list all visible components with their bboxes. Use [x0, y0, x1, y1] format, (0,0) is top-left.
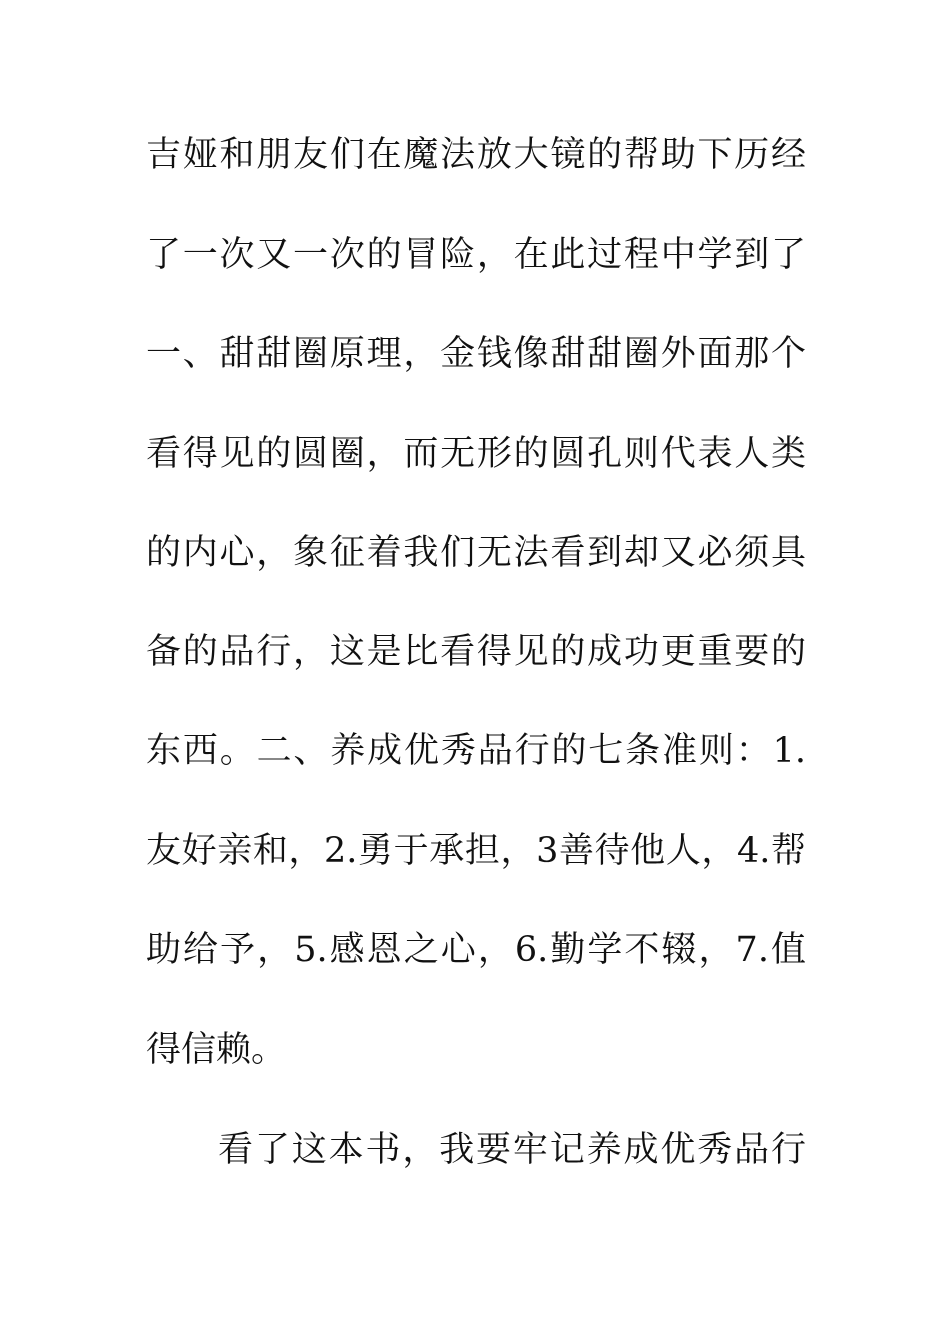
text-line: 看了这本书，我要牢记养成优秀品行	[218, 1130, 806, 1170]
text-line: 了一次又一次的冒险，在此过程中学到了	[146, 235, 806, 275]
text-line: 的内心，象征着我们无法看到却又必须具	[146, 533, 806, 573]
text-line: 友好亲和，2.勇于承担，3善待他人，4.帮	[146, 831, 806, 871]
text-line: 助给予，5.感恩之心，6.勤学不辍，7.值	[146, 930, 806, 970]
text-line: 一、甜甜圈原理，金钱像甜甜圈外面那个	[146, 334, 806, 374]
text-line: 东西。二、养成优秀品行的七条准则：1.	[146, 731, 806, 771]
text-line: 吉娅和朋友们在魔法放大镜的帮助下历经	[146, 135, 806, 175]
text-line: 得信赖。	[146, 1030, 287, 1070]
text-line: 备的品行，这是比看得见的成功更重要的	[146, 632, 806, 672]
text-line: 看得见的圆圈，而无形的圆孔则代表人类	[146, 434, 806, 474]
